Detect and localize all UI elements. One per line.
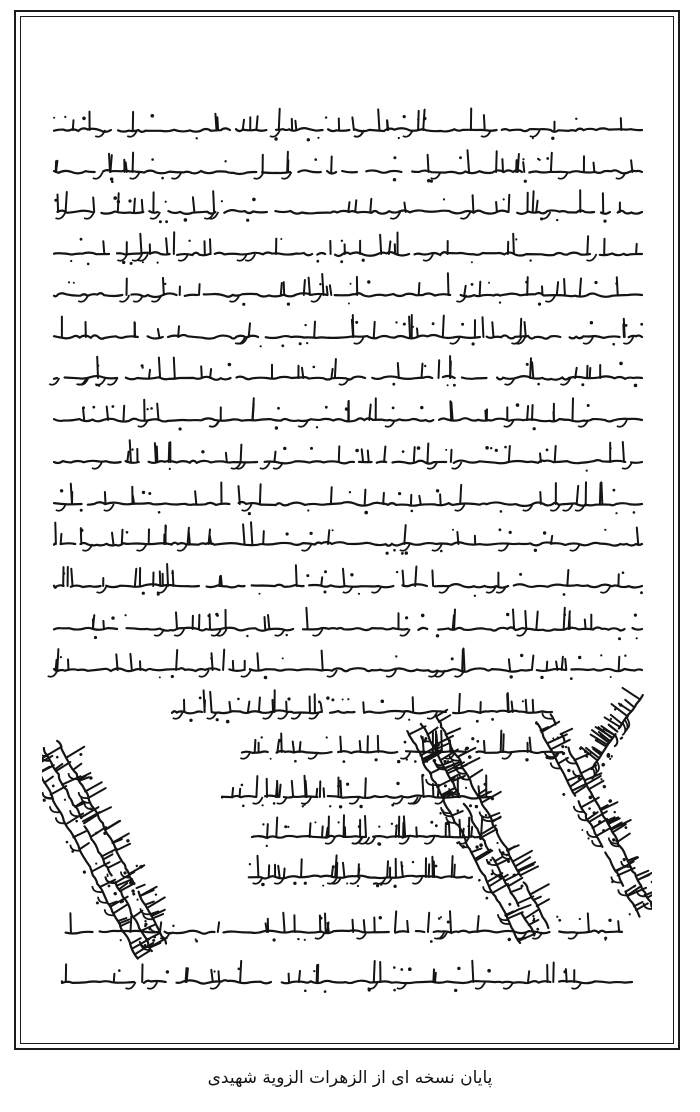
handwritten-manuscript-image [42,92,652,1012]
page-caption: پایان نسخه ای از الزهرات الزویة شهیدی [207,1068,493,1088]
marginal-note-top-right [569,683,652,782]
marginal-note-left [42,730,184,964]
manuscript-colophon-lines [57,775,632,992]
manuscript-text-lines [47,109,643,764]
